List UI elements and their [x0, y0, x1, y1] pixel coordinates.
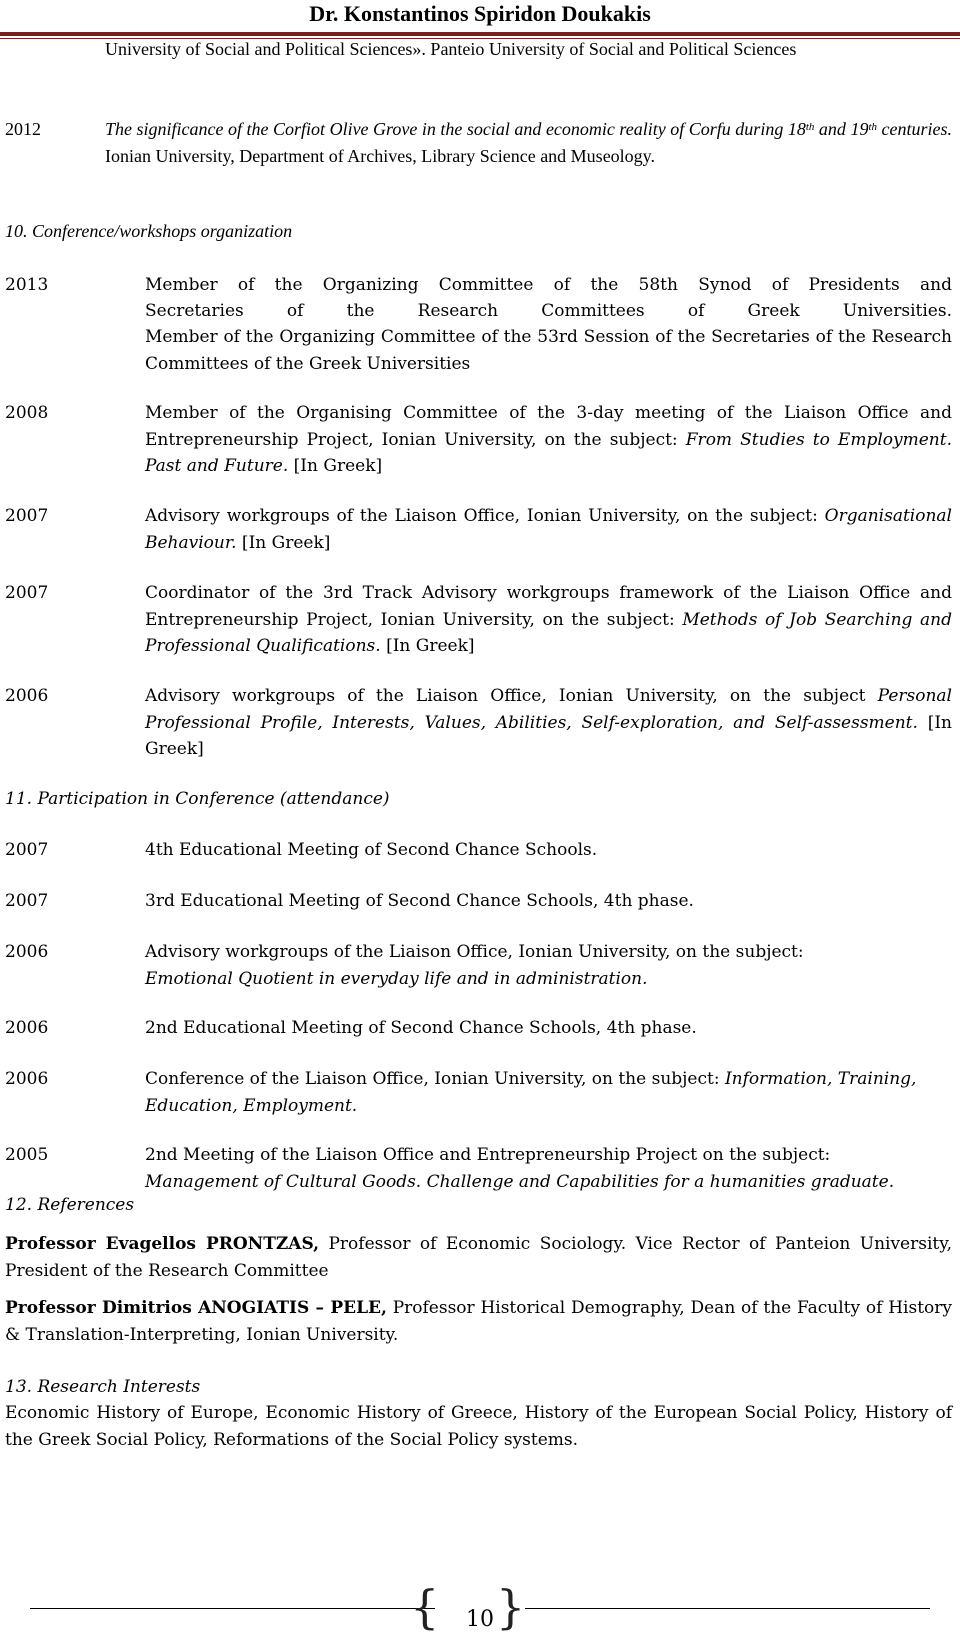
section-10-heading	[5, 218, 292, 245]
continuation-text: University of Social and Political Sciences». Panteio University of Social and Political Sciences	[105, 39, 797, 59]
entry-year: 2005	[5, 1145, 49, 1165]
entry-text	[145, 580, 952, 660]
entry-text	[145, 1142, 952, 1195]
reference-name: Professor Evagellos PRONTZAS,	[5, 1234, 320, 1254]
entry-subject: Organisational Behaviour.	[145, 506, 952, 553]
entry-year: 2008	[5, 403, 49, 423]
entry-year: 2007	[5, 891, 49, 911]
entry-text: 3rd Educational Meeting of Second Chance Schools, 4th phase.	[145, 891, 694, 911]
reference-name: Professor Dimitrios ANOGIATIS – PELE,	[5, 1298, 387, 1318]
entry-text	[145, 683, 952, 763]
entry-text: Member of the Organizing Committee of the 58th Synod of Presidents and	[145, 275, 952, 295]
entry-year: 2007	[5, 506, 49, 526]
entry-body: Advisory workgroups of the Liaison Office, Ionian University, on the subject:	[145, 506, 825, 526]
reference-detail: Professor Historical Demography, Dean of the Faculty of History & Translation-Interpreting, Ionian University.	[5, 1298, 953, 1345]
entry-subject: Information, Training, Education, Employment.	[145, 1069, 917, 1116]
entry-year: 2006	[5, 942, 49, 962]
entry-title: centuries.	[877, 119, 953, 139]
running-header: Dr. Konstantinos Spiridon Doukakis	[309, 1, 651, 26]
entry-year: 2012	[5, 119, 41, 139]
reference-detail: Professor of Economic Sociology. Vice Rector of Panteion University, President of the Research Committee	[5, 1234, 952, 1281]
entry-year: 2013	[5, 275, 49, 295]
entry-year: 2006	[5, 1069, 49, 1089]
entry-body: Advisory workgroups of the Liaison Office, Ionian University, on the subject	[145, 686, 878, 706]
entry-subject: Emotional Quotient in everyday life and in administration.	[145, 968, 648, 989]
entry-subject: Methods of Job Searching and Professional Qualifications.	[145, 609, 952, 656]
entry-note: [In Greek]	[236, 532, 331, 553]
heading-text: 10. Conference/workshops organization	[5, 221, 293, 241]
entry-text: Member of the Organizing Committee of the 53rd Session of the Secretaries of the Research Committees of the Greek Universities	[145, 327, 952, 374]
entry-2012-text	[105, 116, 952, 170]
page-number: 10	[466, 1607, 494, 1632]
entry-note: [In Greek]	[380, 636, 475, 656]
entry-title: and 19	[814, 119, 869, 139]
superscript: th	[805, 121, 815, 133]
entry-year: 2006	[5, 1018, 49, 1038]
entry-year: 2007	[5, 583, 49, 603]
research-interests-text: Economic History of Europe, Economic History of Greece, History of the European Social Policy, History of the Greek Social Policy, Reformations of the Social Policy systems.	[5, 1403, 952, 1450]
heading-text: 12. References	[5, 1195, 135, 1215]
entry-institution: Ionian University, Department of Archives, Library Science and Museology.	[105, 146, 656, 166]
entry-text	[145, 503, 952, 556]
entry-text: Secretaries of the Research Committees of Greek Universities.	[145, 301, 952, 321]
section-11-heading	[5, 786, 390, 813]
right-brace-icon: }	[496, 1580, 526, 1634]
footer-rule-left	[30, 1608, 435, 1609]
entry-body: Conference of the Liaison Office, Ionian University, on the subject:	[145, 1069, 725, 1089]
entry-body: Coordinator of the 3rd Track Advisory workgroups framework of the Liaison Office and Entrepreneurship Project, Ionian University, on the subject:	[145, 583, 952, 630]
entry-note: [In Greek]	[288, 456, 383, 476]
reference-entry	[5, 1295, 952, 1348]
entry-year: 2007	[5, 840, 49, 860]
entry-text	[145, 400, 952, 480]
heading-text: 11. Participation in Conference (attendance)	[5, 789, 390, 809]
heading-text: 13. Research Interests	[5, 1377, 201, 1397]
left-brace-icon: {	[410, 1580, 440, 1634]
reference-entry	[5, 1231, 952, 1284]
superscript: th	[868, 121, 878, 133]
section-12-heading	[5, 1192, 134, 1219]
entry-text: 4th Educational Meeting of Second Chance Schools.	[145, 840, 598, 860]
entry-body: Advisory workgroups of the Liaison Office, Ionian University, on the subject:	[145, 942, 804, 962]
entry-text: 2nd Educational Meeting of Second Chance Schools, 4th phase.	[145, 1018, 697, 1038]
entry-body: 2nd Meeting of the Liaison Office and Entrepreneurship Project on the subject:	[145, 1145, 831, 1165]
entry-subject: Personal Professional Profile, Interests, Values, Abilities, Self-exploration, and Self-assessment.	[145, 686, 952, 733]
footer-rule-right	[525, 1608, 930, 1609]
entry-year: 2006	[5, 686, 49, 706]
entry-text	[145, 1066, 952, 1119]
entry-note: [In Greek]	[145, 712, 952, 759]
entry-title: The significance of the Corfiot Olive Grove in the social and economic reality of Corfu during 18	[105, 119, 806, 139]
entry-subject: Management of Cultural Goods. Challenge and Capabilities for a humanities graduate.	[145, 1171, 895, 1192]
entry-text	[145, 939, 952, 992]
entry-subject: From Studies to Employment. Past and Future.	[145, 429, 952, 476]
entry-body: Member of the Organising Committee of the 3-day meeting of the Liaison Office and Entrepreneurship Project, Ionian University, on the subject:	[145, 403, 952, 450]
section-13-heading	[5, 1374, 200, 1401]
